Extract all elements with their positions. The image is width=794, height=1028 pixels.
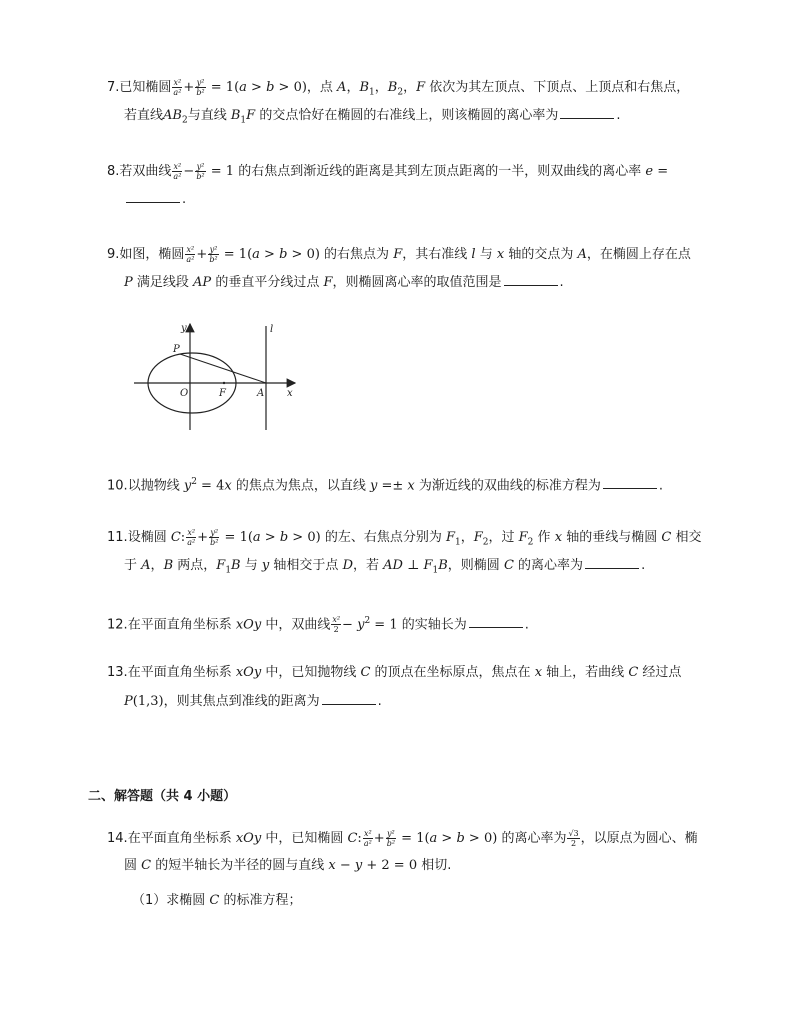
q8-line2: . — [124, 190, 186, 209]
answer-blank[interactable] — [603, 476, 657, 489]
section-heading: 二、解答题（共 4 小题） — [88, 789, 237, 804]
q13-line1: 13.在平面直角坐标系 xOy 中，已知抛物线 C 的顶点在坐标原点，焦点在 x 轴上，若曲线 C 经过点 — [107, 665, 682, 680]
answer-blank[interactable] — [322, 692, 376, 705]
q11-line2: 于 A，B 两点，$F_1B$ 与 y 轴相交于点 D，若 AD ⊥ $F_1B$，则椭圆 C 的离心率为 . — [124, 558, 646, 576]
label-l: l — [270, 324, 274, 335]
q14-line1: 14.在平面直角坐标系 xOy 中，已知椭圆 C: $\frac{\text{x²}}{\text{a²}}$ + $\frac{\text{y²}}{\text{b²}}$ = 1(a > b > 0) 的离心率为 $\frac{√3}{2}$ ，以原点为圆心、椭 — [107, 829, 698, 848]
q7-line2: 若直线$AB_2$与直线 $B_1F$ 的交点恰好在椭圆的右准线上，则该椭圆的离心率为 . — [124, 108, 621, 126]
answer-blank[interactable] — [469, 615, 523, 628]
point-f — [223, 382, 225, 384]
q9-line2: P 满足线段 AP 的垂直平分线过点 F，则椭圆离心率的取值范围是 . — [124, 275, 564, 290]
q8-line1: 8.若双曲线 $\frac{\text{x²}}{\text{a²}}$ − $\frac{\text{y²}}{\text{b²}}$ = 1 的右焦点到渐近线的距离是其到左顶点距离的一半，则双曲线的离心率 e = — [107, 162, 669, 181]
frac-y2-b2: $\frac{\text{y²}}{\text{b²}}$ — [196, 78, 205, 97]
q7-line1: 7.已知椭圆 $\frac{\text{x²}}{\text{a²}}$ + $\frac{\text{y²}}{\text{b²}}$ = 1(a > b > 0)，点 A，$B_1$，$B_2$，F 依次为其左顶点、下顶点、上顶点和右焦点， — [107, 78, 690, 98]
answer-blank[interactable] — [126, 190, 180, 203]
q14-line2: 圆 C 的短半轴长为半径的圆与直线 x − y + 2 = 0 相切. — [124, 858, 452, 873]
label-o: O — [180, 388, 189, 399]
q11-line1: 11.设椭圆 C: $\frac{\text{x²}}{\text{a²}}$ + $\frac{\text{y²}}{\text{b²}}$ = 1(a > b > 0) 的左、右焦点分别为 $F_1$，$F_2$，过 $F_2$ 作 x 轴的垂线与椭圆 C 相交 — [107, 528, 702, 548]
label-p: P — [173, 344, 180, 355]
q9-line1: 9.如图，椭圆 $\frac{\text{x²}}{\text{a²}}$ + $\frac{\text{y²}}{\text{b²}}$ = 1(a > b > 0) 的右焦点为 F，其右准线 l 与 x 轴的交点为 A，在椭圆上存在点 — [107, 245, 691, 264]
label-x: x — [287, 388, 293, 399]
segment-pa — [180, 354, 266, 383]
ellipse-figure — [130, 318, 310, 433]
answer-blank[interactable] — [504, 273, 558, 286]
q14-sub1: （1）求椭圆 C 的标准方程； — [132, 893, 302, 908]
label-f: F — [219, 388, 226, 399]
q10-line1: 10.以抛物线 $y^2 = 4x$ 的焦点为焦点，以直线 y =± x 为渐近线的双曲线的标准方程为 . — [107, 477, 664, 494]
label-a: A — [257, 388, 265, 399]
q13-line2: P(1,3)，则其焦点到准线的距离为 . — [124, 694, 382, 709]
frac-x2-a2: $\frac{\text{x²}}{\text{a²}}$ — [173, 78, 182, 97]
label-y: y — [181, 323, 187, 334]
answer-blank[interactable] — [585, 556, 639, 569]
q12-line1: 12.在平面直角坐标系 xOy 中，双曲线 $\frac{\text{x²}}{2}$ − $y^2 = 1$ 的实轴长为 . — [107, 615, 529, 635]
answer-blank[interactable] — [560, 106, 614, 119]
